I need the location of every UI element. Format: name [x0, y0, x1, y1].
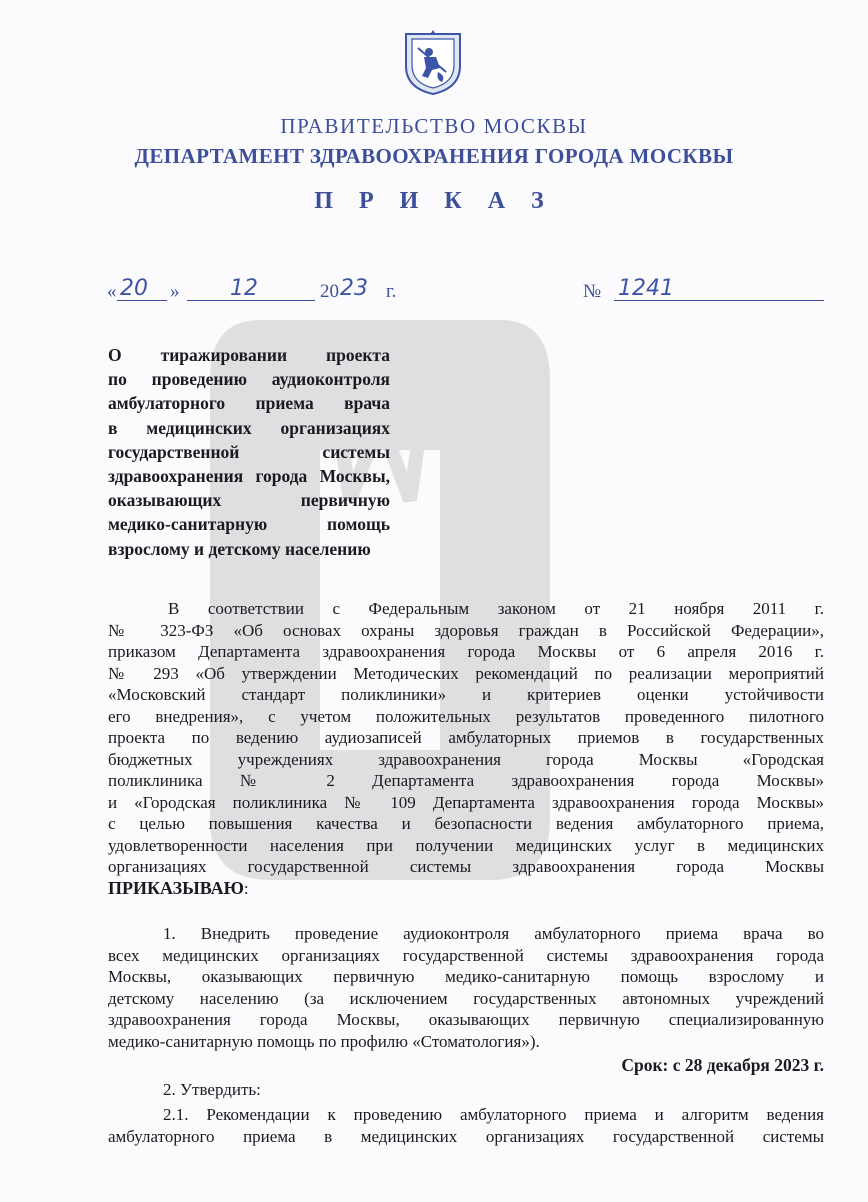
deadline: Срок: с 28 декабря 2023 г.	[621, 1055, 824, 1075]
date-year-suffix: 23	[340, 276, 368, 301]
preamble-line: и «Городская поликлиника № 109 Департамента здравоохранения города Москвы»	[108, 792, 824, 812]
date-close-quote: »	[170, 281, 180, 302]
order-title	[108, 343, 390, 561]
month-underline	[187, 300, 315, 301]
item-2-line: 2. Утвердить:	[163, 1080, 261, 1099]
document-type: П Р И К А З	[314, 188, 554, 214]
preamble-line: проекта по ведению аудиозаписей амбулаторных приемов в государственных	[108, 728, 824, 747]
title-line: медико-санитарную помощь	[108, 514, 390, 535]
item-1-line: здравоохранения города Москвы, оказывающих первичную специализированную	[108, 1010, 824, 1029]
item-2-1	[108, 1104, 824, 1147]
item-1-line: всех медицинских организациях государственной системы здравоохранения города	[108, 945, 824, 965]
day-underline	[117, 300, 167, 301]
item-2-1-line: 2.1. Рекомендации к проведению амбулаторного приема и алгоритм ведения	[163, 1105, 824, 1124]
command-word: ПРИКАЗЫВАЮ	[108, 877, 244, 898]
number-underline	[614, 300, 824, 301]
item-1-line: Москвы, оказывающих первичную медико-санитарную помощь взрослому и	[108, 967, 824, 986]
title-line: в медицинских организациях	[108, 417, 390, 438]
item-2	[108, 1079, 824, 1101]
date-day: 20	[120, 276, 148, 301]
title-line: оказывающих первичную	[108, 490, 390, 511]
title-line: амбулаторного приема врача	[108, 393, 390, 414]
date-year-prefix: 20	[320, 281, 339, 302]
preamble-line: приказом Департамента здравоохранения города Москвы от 6 апреля 2016 г.	[108, 642, 824, 661]
preamble-line: удовлетворенности населения при получении медицинских услуг в медицинских	[108, 835, 824, 855]
item-1	[108, 923, 824, 1052]
preamble-line: № 293 «Об утверждении Методических рекомендаций по реализации мероприятий	[108, 663, 824, 683]
preamble-line: его внедрения», с учетом положительных результатов проведенного пилотного	[108, 706, 824, 726]
title-line: взрослому и детскому населению	[108, 538, 371, 559]
item-1-line: детскому населению (за исключением государственных автономных учреждений	[108, 988, 824, 1008]
order-number: 1241	[618, 276, 674, 301]
preamble-line: бюджетных учреждениях здравоохранения города Москвы «Городская	[108, 749, 824, 769]
preamble	[108, 598, 824, 899]
preamble-line: «Московский стандарт поликлиники» и критериев оценки устойчивости	[108, 685, 824, 704]
number-label: №	[583, 281, 602, 302]
command-line	[108, 878, 824, 900]
preamble-line: В соответствии с Федеральным законом от 21 ноября 2011 г.	[168, 599, 824, 618]
date-open-quote: «	[107, 281, 117, 302]
title-line: по проведению аудиоконтроля	[108, 369, 390, 390]
item-1-line: 1. Внедрить проведение аудиоконтроля амбулаторного приема врача во	[163, 924, 824, 943]
item-1-line: медико-санитарную помощь по профилю «Стоматология»).	[108, 1031, 540, 1051]
preamble-line: с целью повышения качества и безопасности ведения амбулаторного приема,	[108, 814, 824, 833]
government-name: ПРАВИТЕЛЬСТВО МОСКВЫ	[280, 114, 588, 138]
title-line: здравоохранения города Москвы,	[108, 466, 390, 487]
date-year-unit: г.	[386, 281, 397, 302]
title-line: О тиражировании проекта	[108, 345, 390, 365]
department-name: ДЕПАРТАМЕНТ ЗДРАВООХРАНЕНИЯ ГОРОДА МОСКВЫ	[134, 144, 734, 168]
item-2-1-line: амбулаторного приема в медицинских организациях государственной системы	[108, 1126, 824, 1146]
preamble-line: поликлиника № 2 Департамента здравоохранения города Москвы»	[108, 771, 824, 790]
title-line: государственной системы	[108, 441, 390, 462]
preamble-line: организациях государственной системы здравоохранения города Москвы	[108, 857, 824, 876]
date-month: 12	[230, 276, 258, 301]
command-colon: :	[243, 878, 249, 898]
moscow-coat-of-arms-icon	[402, 30, 464, 96]
preamble-line: № 323-ФЗ «Об основах охраны здоровья граждан в Российской Федерации»,	[108, 620, 824, 640]
